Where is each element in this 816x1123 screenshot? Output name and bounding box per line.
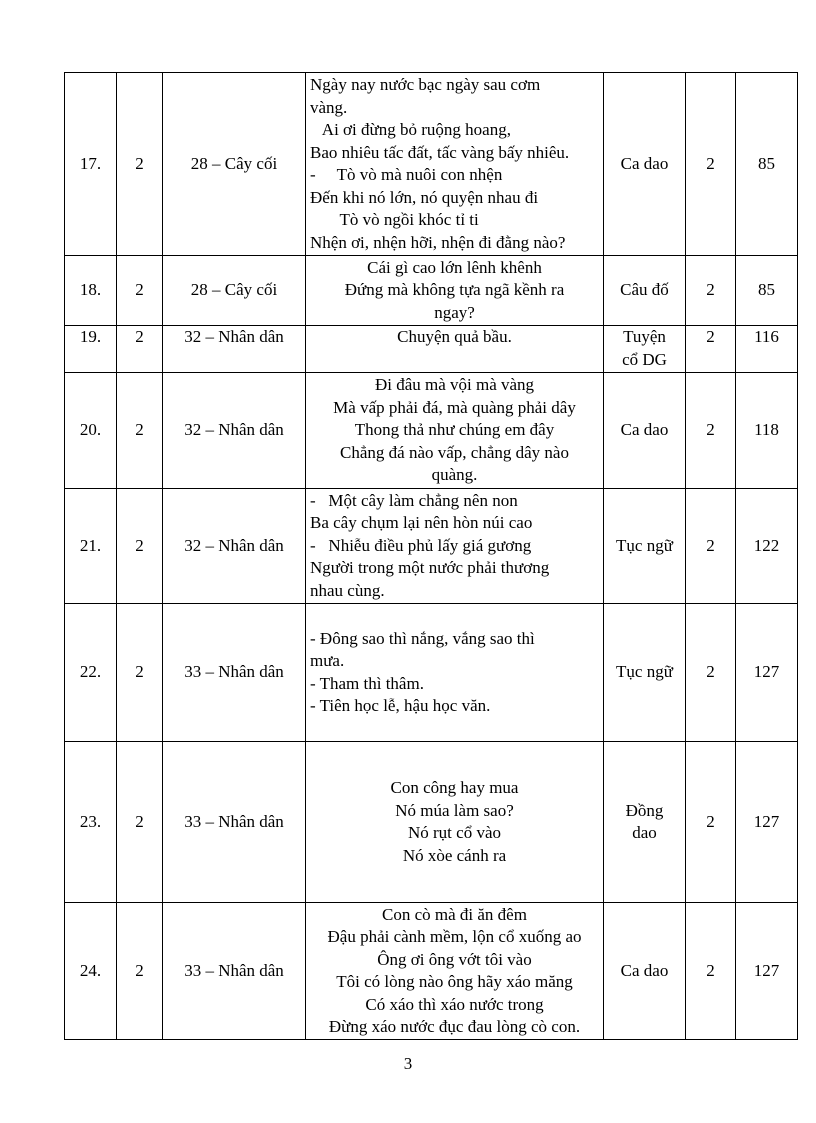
grade: 2 [117, 489, 163, 604]
text-line: Nó rụt cổ vào [407, 823, 501, 842]
row-number: 19. [65, 326, 117, 373]
text-line: Bao nhiêu tấc đất, tấc vàng bấy nhiêu. [310, 142, 570, 162]
text-line: - Tiên học lễ, hậu học văn. [310, 696, 491, 715]
text-line: Mà vấp phải đá, mà quàng phải dây [333, 397, 576, 417]
table-row [65, 742, 798, 903]
text-line: Con cò mà đi ăn đêm [382, 904, 527, 924]
page-ref: 122 [736, 489, 798, 604]
row-number: 21. [65, 489, 117, 604]
row-number: 23. [65, 742, 117, 903]
text-line: Đến khi nó lớn, nó quyện nhau đi [310, 187, 539, 207]
genre-line: cổ DG [622, 349, 667, 369]
text-line: ngay? [434, 302, 475, 322]
genre-line: Ca dao [620, 153, 669, 173]
genre-line: Ca dao [620, 420, 669, 440]
count: 2 [686, 73, 736, 256]
text-content [306, 742, 604, 903]
text-content [306, 256, 604, 326]
grade: 2 [117, 604, 163, 742]
unit: 33 – Nhân dân [163, 903, 306, 1040]
unit: 32 – Nhân dân [163, 489, 306, 604]
genre [604, 742, 686, 903]
genre [604, 604, 686, 742]
genre-line: Câu đố [620, 280, 669, 300]
genre [604, 373, 686, 489]
literature-table [64, 72, 798, 1040]
text-line: Ông ơi ông vớt tôi vào [377, 949, 532, 969]
text-line: Có xáo thì xáo nước trong [365, 994, 544, 1014]
genre [604, 73, 686, 256]
text-content [306, 326, 604, 373]
unit: 28 – Cây cối [163, 73, 306, 256]
row-number: 18. [65, 256, 117, 326]
text-line: Nó xòe cánh ra [402, 845, 507, 865]
unit: 28 – Cây cối [163, 256, 306, 326]
text-line: Tò vò ngồi khóc tỉ ti [310, 210, 479, 229]
genre-line: Tục ngữ [616, 662, 673, 682]
text-content [306, 489, 604, 604]
grade: 2 [117, 73, 163, 256]
count: 2 [686, 742, 736, 903]
page-ref: 118 [736, 373, 798, 489]
text-content [306, 604, 604, 742]
genre [604, 903, 686, 1040]
row-number: 24. [65, 903, 117, 1040]
text-line: vàng. [310, 97, 348, 117]
unit: 32 – Nhân dân [163, 326, 306, 373]
text-line: Đậu phải cành mềm, lộn cổ xuống ao [327, 927, 582, 946]
text-line: Tôi có lòng nào ông hãy xáo măng [336, 972, 573, 991]
genre-line: dao [632, 823, 657, 842]
text-line: Đi đâu mà vội mà vàng [374, 375, 535, 395]
count: 2 [686, 326, 736, 373]
table-row [65, 489, 798, 604]
table-row [65, 73, 798, 256]
genre [604, 326, 686, 373]
count: 2 [686, 903, 736, 1040]
text-line: Chuyện quả bầu. [397, 327, 512, 346]
page-ref: 116 [736, 326, 798, 373]
page-number: 3 [403, 1054, 413, 1073]
unit: 33 – Nhân dân [163, 604, 306, 742]
count: 2 [686, 604, 736, 742]
text-line: - Tham thì thâm. [310, 673, 424, 693]
text-line: Ai ơi đừng bỏ ruộng hoang, [310, 120, 511, 139]
text-line: Ngày nay nước bạc ngày sau cơm [310, 75, 541, 94]
text-line: Cái gì cao lớn lênh khênh [367, 257, 542, 277]
text-line: - Tò vò mà nuôi con nhện [310, 165, 503, 184]
row-number: 22. [65, 604, 117, 742]
table-row [65, 326, 798, 373]
genre-line: Tục ngữ [616, 535, 673, 555]
text-line: - Nhiễu điều phủ lấy giá gương [310, 535, 532, 555]
row-number: 17. [65, 73, 117, 256]
count: 2 [686, 256, 736, 326]
text-content [306, 73, 604, 256]
genre-line: Đồng [625, 800, 664, 820]
text-line: mưa. [310, 651, 345, 670]
grade: 2 [117, 256, 163, 326]
text-line: Đừng xáo nước đục đau lòng cò con. [328, 1017, 581, 1036]
page-ref: 85 [736, 73, 798, 256]
table-row [65, 256, 798, 326]
table-row [65, 903, 798, 1040]
text-line: - Một cây làm chẳng nên non [310, 490, 518, 510]
genre-line: Tuyện [623, 327, 666, 346]
grade: 2 [117, 903, 163, 1040]
genre [604, 256, 686, 326]
text-line: Nó múa làm sao? [395, 800, 514, 820]
grade: 2 [117, 742, 163, 903]
grade: 2 [117, 326, 163, 373]
page-ref: 127 [736, 604, 798, 742]
table-row [65, 604, 798, 742]
grade: 2 [117, 373, 163, 489]
text-line: Người trong một nước phải thương [310, 558, 550, 578]
genre-line: Ca dao [620, 960, 669, 980]
text-line: Con công hay mua [390, 778, 519, 797]
text-line: Ba cây chụm lại nên hòn núi cao [310, 513, 533, 533]
count: 2 [686, 373, 736, 489]
text-line: nhau cùng. [310, 580, 385, 600]
count: 2 [686, 489, 736, 604]
row-number: 20. [65, 373, 117, 489]
page-ref: 127 [736, 742, 798, 903]
text-content [306, 903, 604, 1040]
text-line: Đứng mà không tựa ngã kềnh ra [344, 280, 565, 300]
unit: 33 – Nhân dân [163, 742, 306, 903]
text-line: quàng. [431, 465, 478, 485]
page-ref: 85 [736, 256, 798, 326]
table-row [65, 373, 798, 489]
page-ref: 127 [736, 903, 798, 1040]
unit: 32 – Nhân dân [163, 373, 306, 489]
text-content [306, 373, 604, 489]
text-line: Chẳng đá nào vấp, chẳng dây nào [340, 442, 569, 462]
genre [604, 489, 686, 604]
text-line: Thong thả như chúng em đây [354, 420, 555, 440]
text-line: - Đông sao thì nắng, vắng sao thì [310, 628, 535, 648]
text-line: Nhện ơi, nhện hỡi, nhện đi đằng nào? [310, 232, 566, 252]
